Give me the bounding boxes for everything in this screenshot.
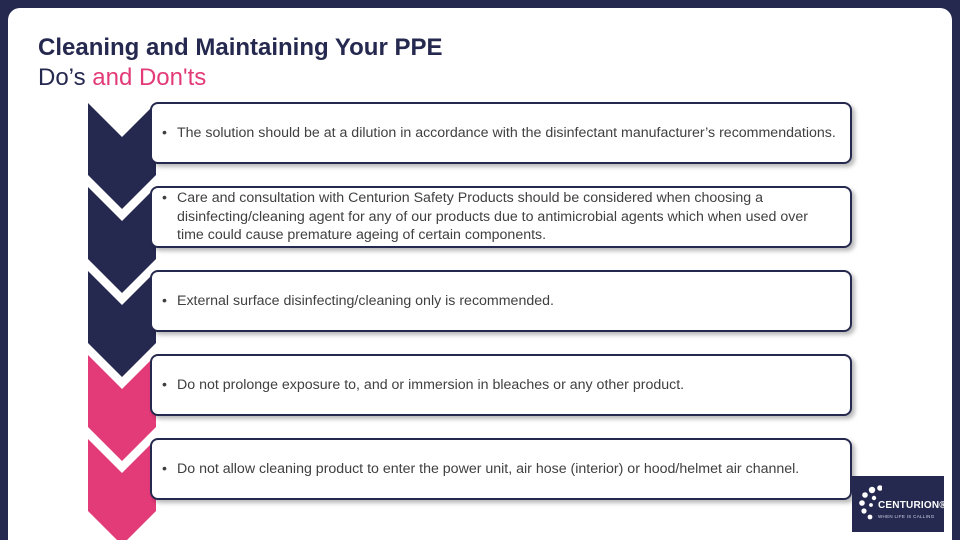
bullet-dot: • [162, 124, 167, 141]
slide-title: Cleaning and Maintaining Your PPE [38, 34, 443, 61]
step-text-4: Do not prolonge exposure to, and or immersion in bleaches or any other product. [177, 376, 685, 393]
centurion-logo [852, 476, 947, 532]
bullet-dot: • [162, 460, 167, 477]
logo-brand-text: CENTURION® [878, 500, 947, 511]
step-card-2 [150, 186, 852, 248]
logo-tagline: WHEN LIFE IS CALLING [878, 514, 935, 519]
bullet-dot: • [162, 190, 167, 207]
step-text-1: The solution should be at a dilution in accordance with the disinfectant manufacturer’s recommendations. [177, 124, 836, 141]
step-card-1 [150, 102, 852, 164]
step-card-3 [150, 270, 852, 332]
step-text-2: Care and consultation with Centurion Safety Products should be considered when choosing a disinfecting/cleaning agent for any of our products due to antimicrobial agents which when used over time could cause premature ageing of certain components. [177, 190, 808, 244]
step-card-5 [150, 438, 852, 500]
step-text-3: External surface disinfecting/cleaning only is recommended. [177, 292, 554, 309]
chevron-step-1 [88, 103, 156, 209]
step-card-4 [150, 354, 852, 416]
bullet-dot: • [162, 292, 167, 309]
bullet-dot: • [162, 376, 167, 393]
subtitle-donts: and Don'ts [92, 64, 207, 91]
subtitle-dos: Do’s [38, 64, 86, 91]
step-text-5: Do not allow cleaning product to enter the power unit, air hose (interior) or hood/helmet air channel. [177, 460, 800, 477]
slide-canvas [8, 8, 952, 540]
